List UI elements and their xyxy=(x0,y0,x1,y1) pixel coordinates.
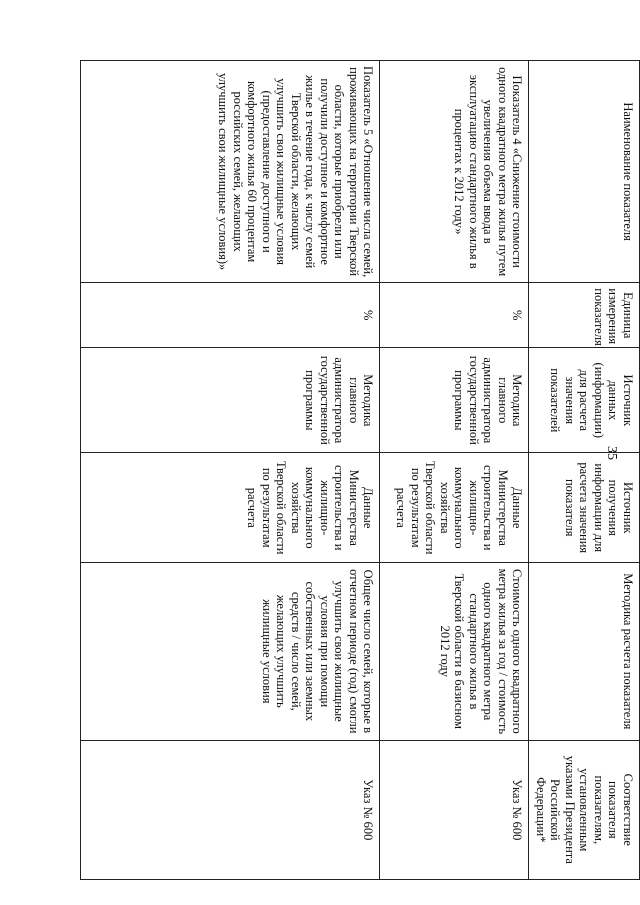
header-data-source: Источник данных (информации) для расчета значения показателей xyxy=(529,348,640,453)
table-header-row xyxy=(529,61,640,880)
header-decree: Соответствие показателя показателям, установленным указами Президента Российской Федерации* xyxy=(529,740,640,879)
header-unit: Единица измерения показателя xyxy=(529,283,640,348)
cell-data-source: Методика главного администратора государственной программы xyxy=(81,348,381,453)
rotated-table-container xyxy=(80,60,640,880)
header-name: Наименование показателя xyxy=(529,61,640,283)
table-row xyxy=(380,61,529,880)
cell-method: Стоимость одного квадратного метра жилья за год / стоимость одного квадратного метра стандартного жилья в Тверской области в базисном 2012 году xyxy=(380,563,529,741)
indicators-table xyxy=(80,60,640,880)
header-info-source: Источник получения информации для расчета значения показателя xyxy=(529,453,640,563)
cell-info-source: Данные Министерства строительства и жилищно-коммунального хозяйства Тверской области по результатам расчета xyxy=(380,453,529,563)
header-method: Методика расчета показателя xyxy=(529,563,640,741)
cell-info-source: Данные Министерства строительства и жилищно-коммунального хозяйства Тверской области по результатам расчета xyxy=(81,453,381,563)
table-row xyxy=(81,61,381,880)
cell-name: Показатель 4 «Снижение стоимости одного квадратного метра жилья путем увеличения объема ввода в эксплуатацию стандартного жилья в процентах к 2012 году» xyxy=(380,61,529,283)
page-number: 35 xyxy=(604,446,619,460)
cell-unit: % xyxy=(81,283,381,348)
cell-decree: Указ № 600 xyxy=(81,740,381,879)
cell-decree: Указ № 600 xyxy=(380,740,529,879)
cell-name: Показатель 5 «Отношение числа семей, проживающих на территории Тверской области, которые приобрели или получили доступное и комфортное жилье в течение года, к числу семей Тверской области, желающих улучшить свои жилищные условия (предоставление доступного и комфортного жилья 60 процентам российских семей, желающих улучшить свои жилищные условия)» xyxy=(81,61,381,283)
cell-data-source: Методика главного администратора государственной программы xyxy=(380,348,529,453)
cell-method: Общее число семей, которые в отчетном периоде (год) смогли улучшить свои жилищные условия при помощи собственных или заемных средств / число семей, желающих улучшить жилищные условия xyxy=(81,563,381,741)
cell-unit: % xyxy=(380,283,529,348)
